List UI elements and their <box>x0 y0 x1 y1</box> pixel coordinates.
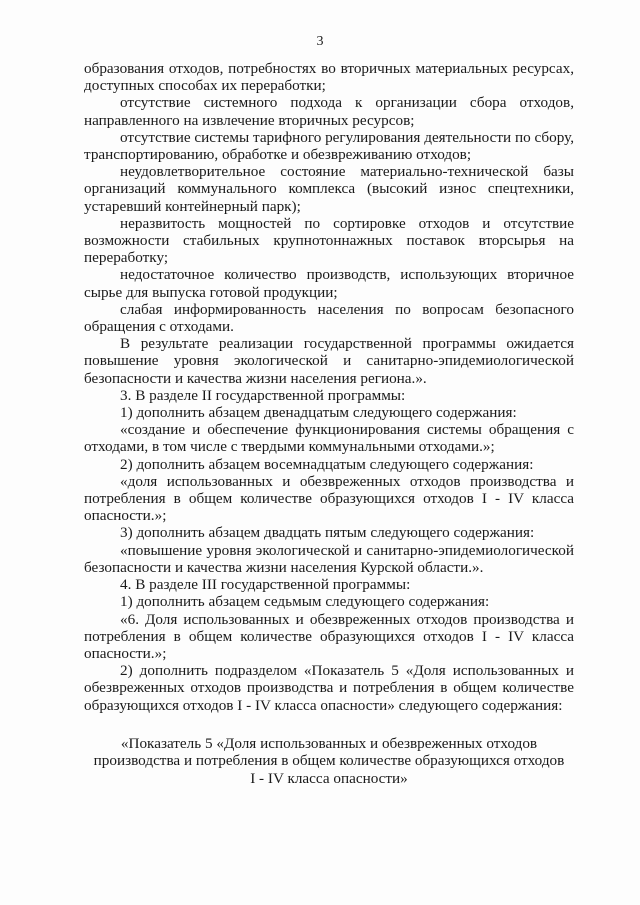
section-heading: 4. В разделе III государственной программы: <box>120 576 411 594</box>
paragraph: недостаточное количество производств, использующих вторичное сырье для выпуска готовой продукции; <box>84 266 574 301</box>
paragraph: 2) дополнить подразделом «Показатель 5 «Доля использованных и обезвреженных отходов производства и потребления в общем количестве образующихся отходов I - IV класса опасности» следующего содержания: <box>84 662 574 714</box>
paragraph: 2) дополнить абзацем восемнадцатым следующего содержания: <box>120 455 534 473</box>
paragraph: отсутствие системного подхода к организации сбора отходов, направленного на извлечение вторичных ресурсов; <box>84 94 574 129</box>
paragraph: «доля использованных и обезвреженных отходов производства и потребления в общем количестве образующихся отходов I - IV класса опасности.»; <box>84 472 574 525</box>
paragraph: неудовлетворительное состояние материально-технической базы организаций коммунального комплекса (высокий износ спецтехники, устаревший контейнерный парк); <box>84 163 574 215</box>
subsection-title-line: I - IV класса опасности» <box>250 769 408 787</box>
subsection-title <box>84 735 574 787</box>
document-body <box>84 60 574 714</box>
page-number: 3 <box>316 34 324 49</box>
subsection-title-line: производства и потребления в общем количестве образующихся отходов <box>93 752 565 770</box>
paragraph: В результате реализации государственной программы ожидается повышение уровня экологической и санитарно-эпидемиологической безопасности и качества жизни населения региона.». <box>84 335 574 387</box>
subsection-title-line: «Показатель 5 «Доля использованных и обезвреженных отходов <box>120 735 538 752</box>
paragraph: «создание и обеспечение функционирования системы обращения с отходами, в том числе с твердыми коммунальными отходами.»; <box>84 421 574 456</box>
paragraph: неразвитость мощностей по сортировке отходов и отсутствие возможности стабильных крупнотоннажных поставок вторсырья на переработку; <box>84 214 574 267</box>
section-heading: 3. В разделе II государственной программы: <box>120 386 406 404</box>
paragraph: 1) дополнить абзацем двенадцатым следующего содержания: <box>120 404 517 422</box>
paragraph: «повышение уровня экологической и санитарно-эпидемиологической безопасности и качества жизни населения Курской области.». <box>84 541 574 576</box>
paragraph: образования отходов, потребностях во вторичных материальных ресурсах, доступных способах их переработки; <box>84 60 574 95</box>
paragraph: 1) дополнить абзацем седьмым следующего содержания: <box>120 593 490 611</box>
paragraph: отсутствие системы тарифного регулирования деятельности по сбору, транспортированию, обработке и обезвреживанию отходов; <box>84 128 574 164</box>
paragraph: 3) дополнить абзацем двадцать пятым следующего содержания: <box>120 524 535 542</box>
paragraph: «6. Доля использованных и обезвреженных отходов производства и потребления в общем количестве образующихся отходов I - IV класса опасности.»; <box>84 610 574 662</box>
paragraph: слабая информированность населения по вопросам безопасного обращения с отходами. <box>84 300 574 336</box>
